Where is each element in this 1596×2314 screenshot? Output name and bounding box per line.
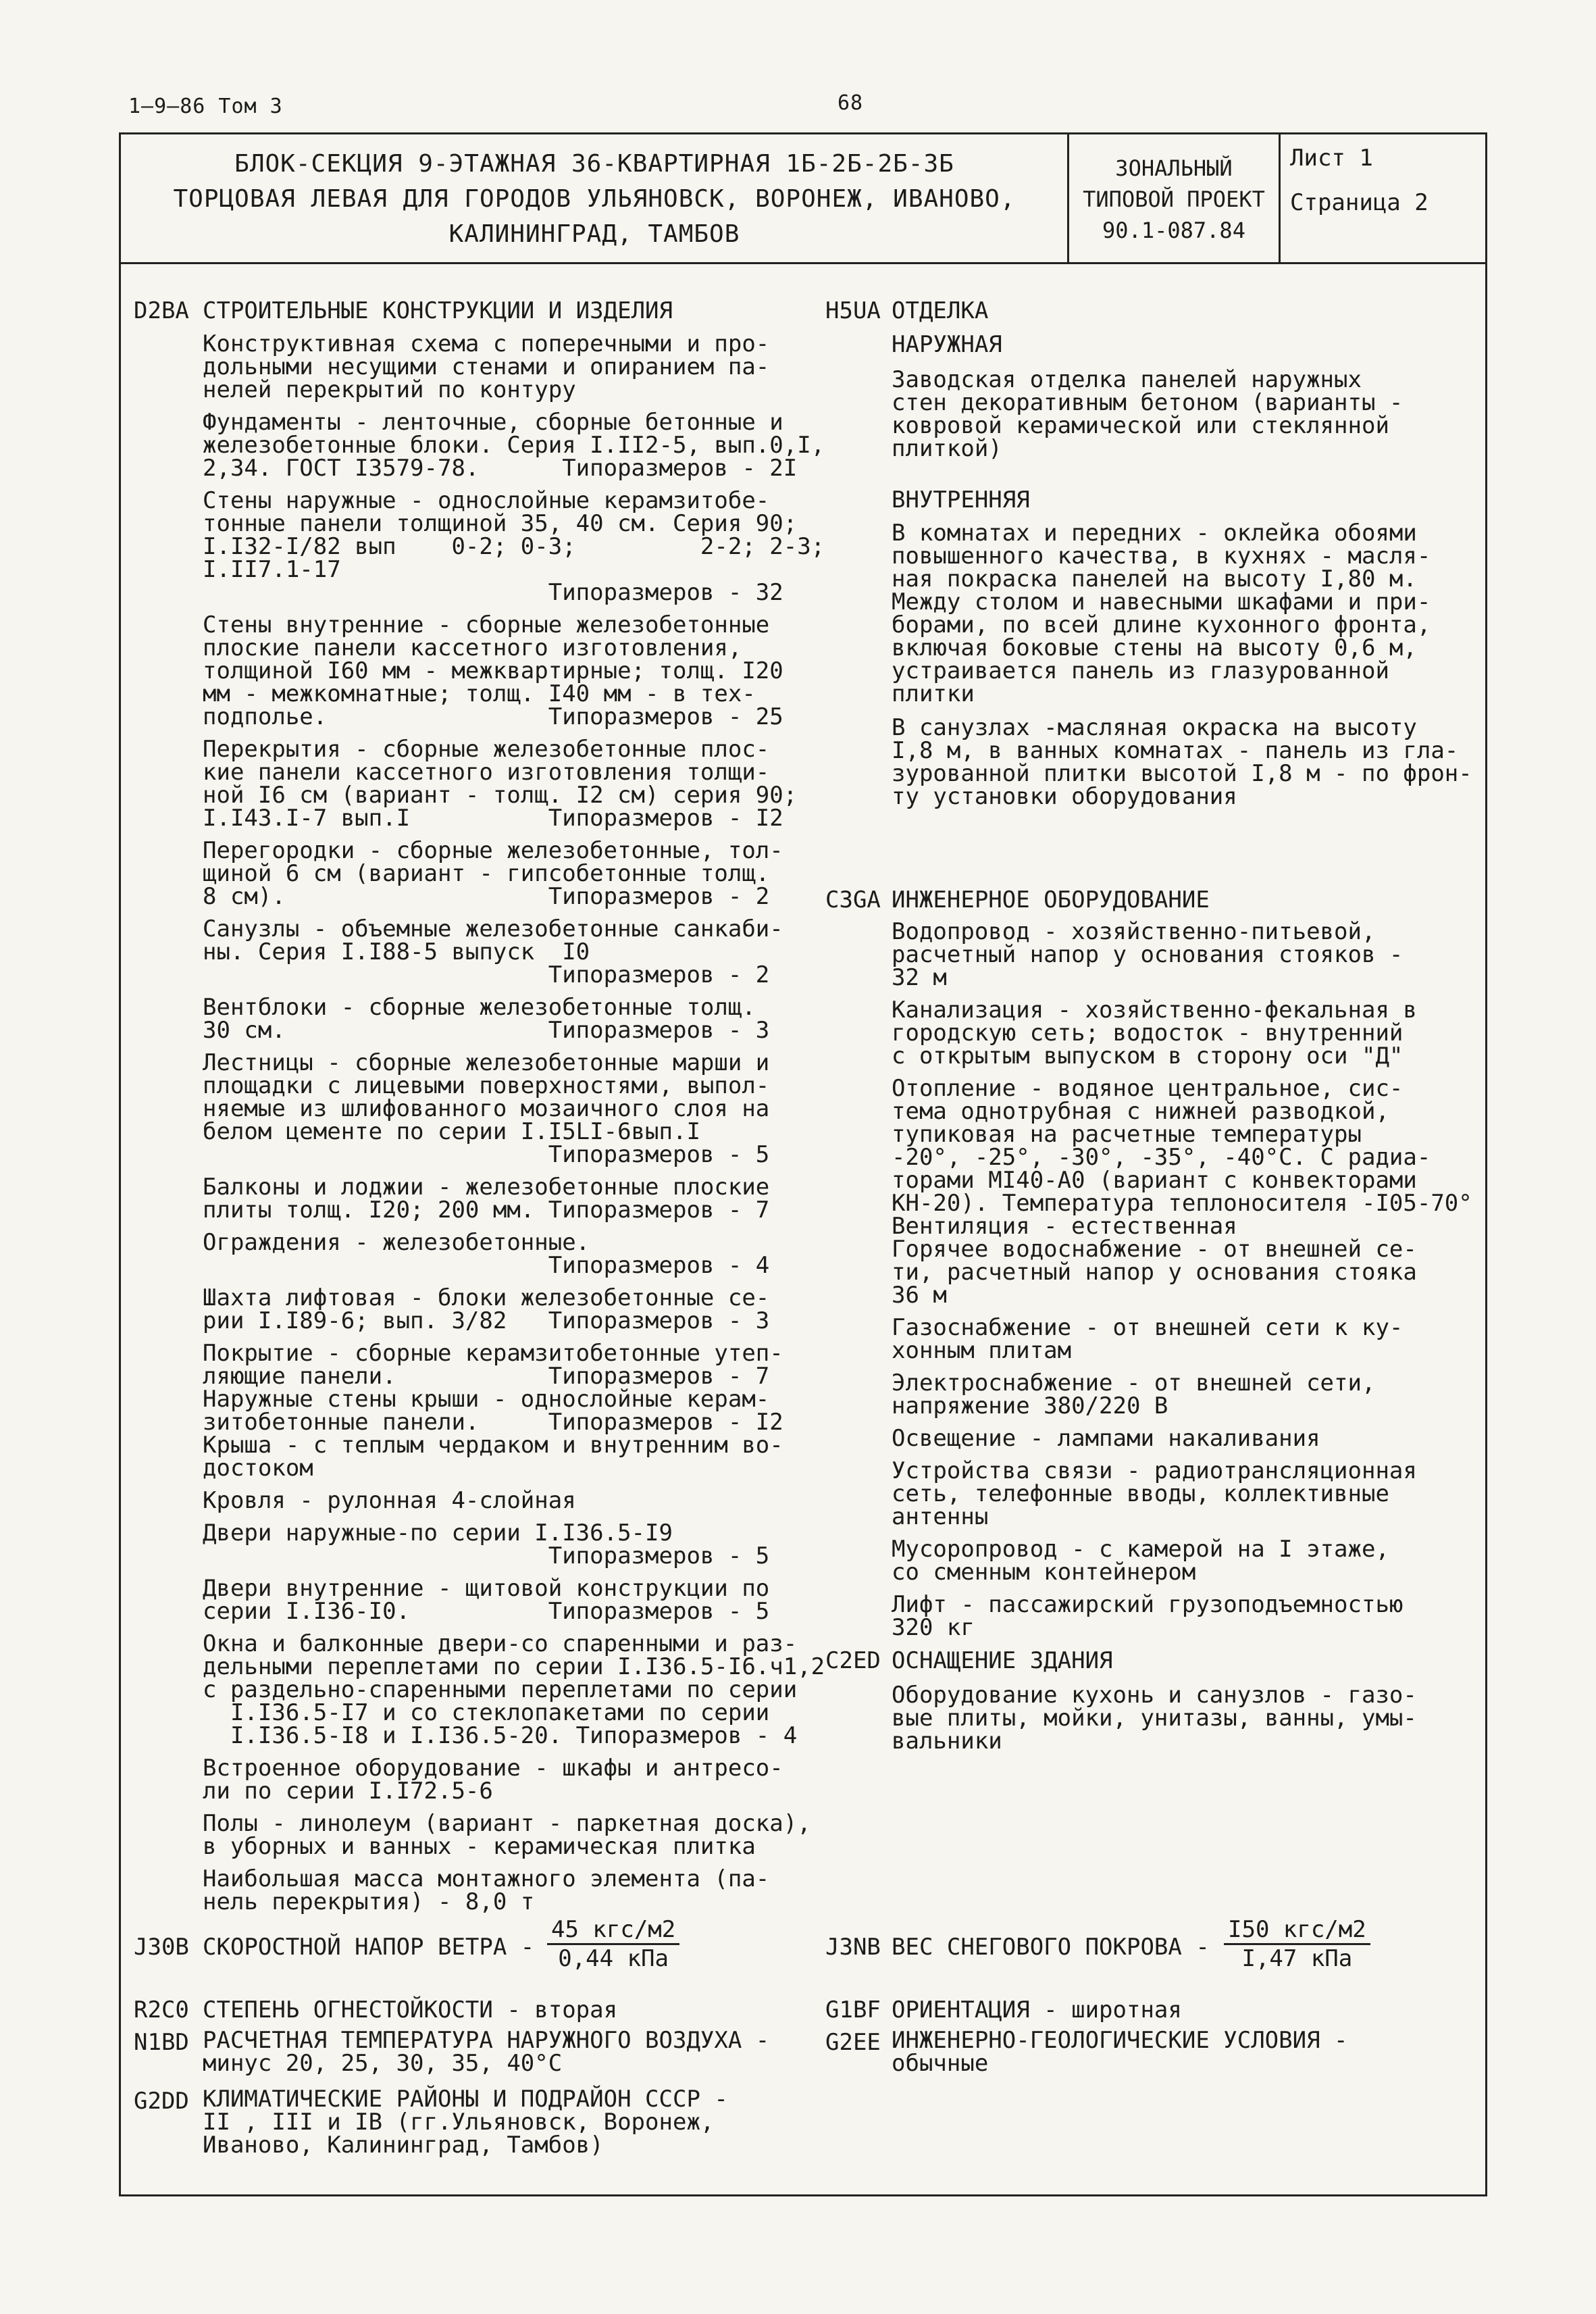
stamp-title <box>122 135 1067 263</box>
text-line: Канализация - хозяйственно-фекальная в <box>892 997 1417 1024</box>
climate-code: G2DD <box>134 2088 189 2115</box>
text-line: Заводская отделка панелей наружных <box>892 366 1362 393</box>
paragraph <box>203 332 824 401</box>
text-line: Электроснабжение - от внешней сети, <box>892 1369 1376 1397</box>
climate-regions <box>203 2088 728 2157</box>
text-line: сеть, телефонные вводы, коллективные <box>892 1480 1389 1507</box>
text-line: Горячее водоснабжение - от внешней се- <box>892 1236 1417 1263</box>
text-line: с раздельно-спаренными переплетами по серии <box>203 1676 798 1703</box>
finish-inner-text <box>892 522 1431 705</box>
text-line: городскую сеть; водосток - внутренний <box>892 1020 1404 1047</box>
text-line: в уборных и ванных - керамическая плитка <box>203 1833 756 1860</box>
text-line: антенны <box>892 1503 989 1530</box>
text-line: зурованной плитки высотой I,8 м - по фрон- <box>892 760 1472 787</box>
text-line: няемые из шлифованного мозаичного слоя на <box>203 1095 770 1122</box>
text-line: КН-20). Температура теплоносителя -I05-70° <box>892 1190 1472 1217</box>
text-line: -20°, -25°, -30°, -35°, -40°С. С радиа- <box>892 1144 1431 1171</box>
wind-value <box>547 1916 679 1972</box>
paragraph <box>203 1051 824 1166</box>
text-line: I.I36.5-I7 и со стеклопакетами по серии <box>203 1699 770 1726</box>
text-line: I.I43.I-7 вып.I Типоразмеров - I2 <box>203 805 783 832</box>
text-line: Типоразмеров - 32 <box>203 579 783 606</box>
paragraph <box>203 917 824 986</box>
climate-line: II , III и IВ (гг.Ульяновск, Воронеж, <box>203 2109 715 2136</box>
text-line: нелей перекрытий по контуру <box>203 376 576 403</box>
project-line-1: ЗОНАЛЬНЫЙ <box>1115 155 1233 181</box>
text-line: плитки <box>892 680 975 707</box>
paragraph <box>203 996 824 1042</box>
paragraph <box>203 1632 824 1747</box>
wind-value-kpa: 0,44 кПа <box>558 1945 669 1972</box>
text-line: ти, расчетный напор у основания стояка <box>892 1259 1417 1286</box>
paragraph <box>892 1077 1486 1307</box>
text-line: Вентиляция - естественная <box>892 1213 1237 1240</box>
text-line: стен декоративным бетоном (варианты - <box>892 389 1404 416</box>
text-line: Перегородки - сборные железобетонные, тол- <box>203 837 783 864</box>
orientation-code: G1BF <box>825 1996 881 2023</box>
paragraph <box>203 1489 824 1512</box>
text-line: Санузлы - объемные железобетонные санкаби- <box>203 915 783 942</box>
text-line: В комнатах и передних - оклейка обоями <box>892 520 1417 547</box>
structures-list <box>203 332 824 1923</box>
text-line: ковровой керамической или стеклянной <box>892 412 1389 439</box>
text-line: 320 кг <box>892 1614 975 1641</box>
text-line: ная покраска панелей на высоту I,80 м. <box>892 565 1417 593</box>
wind-code: J30B <box>134 1934 189 1961</box>
text-line: Шахта лифтовая - блоки железобетонные се- <box>203 1284 770 1311</box>
design-temperature <box>203 2029 769 2075</box>
paragraph <box>203 613 824 728</box>
wind-value-kgs: 45 кгс/м2 <box>547 1916 679 1945</box>
text-line: Типоразмеров - 2 <box>203 961 770 988</box>
text-line: ляющие панели. Типоразмеров - 7 <box>203 1363 770 1390</box>
text-line: ли по серии I.I72.5-6 <box>203 1778 493 1805</box>
outfit-text <box>892 1684 1417 1753</box>
fire-resistance: СТЕПЕНЬ ОГНЕСТОЙКОСТИ - вторая <box>203 1996 618 2023</box>
text-line: 30 см. Типоразмеров - 3 <box>203 1017 770 1044</box>
text-line: Конструктивная схема с поперечными и про- <box>203 330 770 357</box>
text-line: устраивается панель из глазурованной <box>892 657 1389 684</box>
text-line: Типоразмеров - 4 <box>203 1252 770 1279</box>
text-line: 36 м <box>892 1282 947 1309</box>
text-line: Фундаменты - ленточные, сборные бетонные и <box>203 409 783 436</box>
title-line-3: КАЛИНИНГРАД, ТАМБОВ <box>448 220 740 248</box>
section-code: D2BA <box>134 297 189 324</box>
project-line-3: 90.1-087.84 <box>1102 218 1245 243</box>
text-line: щиной 6 см (вариант - гипсобетонные толщ. <box>203 860 770 887</box>
text-line: Наружные стены крыши - однослойные керам- <box>203 1386 770 1413</box>
section-heading: ОСНАЩЕНИЕ ЗДАНИЯ <box>892 1647 1113 1674</box>
paragraph <box>892 1538 1486 1584</box>
text-line: серии I.I36-I0. Типоразмеров - 5 <box>203 1598 770 1625</box>
text-line: Ограждения - железобетонные. <box>203 1229 590 1256</box>
temperature-line: минус 20, 25, 30, 35, 40°С <box>203 2050 563 2077</box>
text-line: Водопровод - хозяйственно-питьевой, <box>892 918 1376 945</box>
text-line: Перекрытия - сборные железобетонные плос- <box>203 736 770 763</box>
text-line: торами МI40-А0 (вариант с конвекторами <box>892 1167 1417 1194</box>
text-line: плиткой) <box>892 435 1002 462</box>
text-line: Вентблоки - сборные железобетонные толщ. <box>203 994 756 1021</box>
text-line: мм - межкомнатные; толщ. I40 мм - в тех- <box>203 680 756 707</box>
paragraph <box>203 411 824 480</box>
paragraph <box>203 1176 824 1222</box>
snow-value <box>1224 1916 1370 1972</box>
temperature-line: РАСЧЕТНАЯ ТЕМПЕРАТУРА НАРУЖНОГО ВОЗДУХА - <box>203 2027 770 2054</box>
project-line-2: ТИПОВОЙ ПРОЕКТ <box>1083 186 1265 212</box>
geology-code: G2EE <box>825 2029 881 2056</box>
snow-code: J3NB <box>825 1934 881 1961</box>
text-line: Оборудование кухонь и санузлов - газо- <box>892 1682 1417 1709</box>
paragraph <box>892 1593 1486 1639</box>
paragraph <box>892 920 1486 989</box>
section-heading: ОТДЕЛКА <box>892 297 989 324</box>
text-line: Между столом и навесными шкафами и при- <box>892 588 1431 615</box>
text-line: ны. Серия I.I88-5 выпуск I0 <box>203 938 590 965</box>
section-heading: ИНЖЕНЕРНОЕ ОБОРУДОВАНИЕ <box>892 886 1210 913</box>
page-number: 68 <box>838 91 864 115</box>
paragraph <box>203 489 824 604</box>
text-line: Лестницы - сборные железобетонные марши и <box>203 1049 770 1076</box>
text-line: достоком <box>203 1455 313 1482</box>
text-line: тонные панели толщиной 35, 40 см. Серия 90; <box>203 510 798 537</box>
text-line: 2,34. ГОСТ I3579-78. Типоразмеров - 2I <box>203 455 798 482</box>
paragraph <box>203 1286 824 1332</box>
text-line: Кровля - рулонная 4-слойная <box>203 1487 576 1514</box>
text-line: Типоразмеров - 5 <box>203 1141 770 1168</box>
paragraph <box>203 738 824 830</box>
text-line: Наибольшая масса монтажного элемента (па- <box>203 1865 770 1892</box>
paragraph <box>203 1521 824 1567</box>
text-line: Двери внутренние - щитовой конструкции по <box>203 1575 770 1602</box>
wind-label: СКОРОСТНОЙ НАПОР ВЕТРА - <box>203 1934 535 1961</box>
text-line: нель перекрытия) - 8,0 т <box>203 1888 535 1915</box>
text-line: Мусоропровод - с камерой на I этаже, <box>892 1536 1389 1563</box>
geology-line: ИНЖЕНЕРНО-ГЕОЛОГИЧЕСКИЕ УСЛОВИЯ - <box>892 2027 1348 2054</box>
text-line: плиты толщ. I20; 200 мм. Типоразмеров - 7 <box>203 1197 770 1224</box>
paragraph <box>203 1342 824 1480</box>
text-line: плоские панели кассетного изготовления, <box>203 634 742 661</box>
text-line: I,8 м, в ванных комнатах - панель из гла- <box>892 737 1459 764</box>
text-line: Крыша - с теплым чердаком и внутренним во- <box>203 1432 783 1459</box>
document-reference: 1–9–86 Том 3 <box>128 95 283 118</box>
text-line: включая боковые стены на высоту 0,6 м, <box>892 634 1417 661</box>
text-line: В санузлах -масляная окраска на высоту <box>892 714 1417 741</box>
text-line: Стены наружные - однослойные керамзитобе- <box>203 487 770 514</box>
text-line: Освещение - лампами накаливания <box>892 1425 1320 1452</box>
section-code: C3GA <box>825 886 881 913</box>
text-line: Балконы и лоджии - железобетонные плоские <box>203 1174 770 1201</box>
geology-conditions <box>892 2029 1348 2075</box>
sheet-label: Лист 1 <box>1290 145 1373 172</box>
text-line: I.I36.5-I8 и I.I36.5-20. Типоразмеров - 4 <box>203 1722 798 1749</box>
finish-sanitary-text <box>892 716 1472 808</box>
text-line: Типоразмеров - 5 <box>203 1542 770 1569</box>
text-line: хонным плитам <box>892 1337 1072 1364</box>
paragraph <box>203 1231 824 1277</box>
text-line: Устройства связи - радиотрансляционная <box>892 1457 1417 1484</box>
snow-value-kgs: I50 кгс/м2 <box>1224 1916 1370 1945</box>
climate-line: Иваново, Калининград, Тамбов) <box>203 2132 604 2159</box>
text-line: Окна и балконные двери-со спаренными и раз- <box>203 1630 798 1657</box>
subheading-outer: НАРУЖНАЯ <box>892 331 1002 358</box>
text-line: со сменным контейнером <box>892 1559 1196 1586</box>
fire-code: R2C0 <box>134 1996 189 2023</box>
paragraph <box>892 1427 1486 1450</box>
section-heading: СТРОИТЕЛЬНЫЕ КОНСТРУКЦИИ И ИЗДЕЛИЯ <box>203 297 673 324</box>
text-line: дольными несущими стенами и опиранием па- <box>203 353 770 380</box>
climate-line: КЛИМАТИЧЕСКИЕ РАЙОНЫ И ПОДРАЙОН СССР - <box>203 2086 728 2113</box>
text-line: Полы - линолеум (вариант - паркетная доска), <box>203 1810 811 1837</box>
text-line: ту установки оборудования <box>892 783 1237 810</box>
paragraph <box>892 997 1486 1070</box>
snow-label: ВЕС СНЕГОВОГО ПОКРОВА - <box>892 1934 1210 1961</box>
text-line: белом цементе по серии I.I5LI-6вып.I <box>203 1118 700 1145</box>
text-line: расчетный напор у основания стояков - <box>892 941 1404 968</box>
text-line: подполье. Типоразмеров - 25 <box>203 703 783 730</box>
geology-line: обычные <box>892 2050 989 2077</box>
text-line: кие панели кассетного изготовления толщи- <box>203 759 770 786</box>
text-line: 8 см). Типоразмеров - 2 <box>203 883 770 910</box>
text-line: Покрытие - сборные керамзитобетонные утеп- <box>203 1340 783 1367</box>
equipment-list <box>892 920 1486 1649</box>
text-line: ной I6 см (вариант - толщ. I2 см) серия 90; <box>203 782 798 809</box>
text-line: вальники <box>892 1728 1002 1755</box>
title-line-1: БЛОК-СЕКЦИЯ 9-ЭТАЖНАЯ 36-КВАРТИРНАЯ 1Б-2Б-2Б-3Б <box>234 150 954 178</box>
paragraph <box>203 1577 824 1623</box>
section-code: C2ED <box>825 1647 881 1674</box>
orientation: ОРИЕНТАЦИЯ - широтная <box>892 1996 1182 2023</box>
text-line: с открытым выпуском в сторону оси "Д" <box>892 1042 1404 1070</box>
text-line: вые плиты, мойки, унитазы, ванны, умы- <box>892 1705 1417 1732</box>
text-line: повышенного качества, в кухнях - масля- <box>892 543 1431 570</box>
sheet-info <box>1281 135 1483 263</box>
subheading-inner: ВНУТРЕННЯЯ <box>892 486 1030 513</box>
paragraph <box>203 1867 824 1913</box>
text-line: рии I.I89-6; вып. 3/82 Типоразмеров - 3 <box>203 1307 770 1334</box>
text-line: Двери наружные-по серии I.I36.5-I9 <box>203 1519 673 1546</box>
text-line: напряжение 380/220 В <box>892 1392 1168 1419</box>
text-line: толщиной I60 мм - межквартирные; толщ. I20 <box>203 657 783 684</box>
paragraph <box>203 1757 824 1803</box>
temperature-code: N1BD <box>134 2029 189 2056</box>
text-line: Лифт - пассажирский грузоподъемностью <box>892 1591 1404 1618</box>
text-line: железобетонные блоки. Серия I.II2-5, вып.0,I, <box>203 432 825 459</box>
text-line: Отопление - водяное центральное, сис- <box>892 1075 1404 1102</box>
text-line: дельными переплетами по серии I.I36.5-I6.ч1,2 <box>203 1653 825 1680</box>
finish-outer-text <box>892 368 1403 460</box>
text-line: I.I32-I/82 вып 0-2; 0-3; 2-2; 2-3; <box>203 533 825 560</box>
text-line: Стены внутренние - сборные железобетонные <box>203 611 770 638</box>
snow-value-kpa: I,47 кПа <box>1241 1945 1353 1972</box>
text-line: площадки с лицевыми поверхностями, выпол- <box>203 1072 770 1099</box>
text-line: Встроенное оборудование - шкафы и антресо- <box>203 1755 783 1782</box>
text-line: тема однотрубная с нижней разводкой, <box>892 1098 1389 1125</box>
text-line: 32 м <box>892 964 947 991</box>
project-code <box>1069 135 1279 263</box>
paragraph <box>892 1316 1486 1362</box>
text-line: зитобетонные панели. Типоразмеров - I2 <box>203 1409 783 1436</box>
paragraph <box>203 839 824 908</box>
text-line: Газоснабжение - от внешней сети к ку- <box>892 1314 1404 1341</box>
paragraph <box>892 1459 1486 1528</box>
section-code: H5UA <box>825 297 881 324</box>
page-label: Страница 2 <box>1290 189 1428 216</box>
text-line: борами, по всей длине кухонного фронта, <box>892 611 1431 638</box>
paragraph <box>892 1369 1486 1419</box>
text-line: I.II7.1-17 <box>203 556 341 583</box>
text-line: тупиковая на расчетные температуры <box>892 1121 1362 1148</box>
title-line-2: ТОРЦОВАЯ ЛЕВАЯ ДЛЯ ГОРОДОВ УЛЬЯНОВСК, ВОРОНЕЖ, ИВАНОВО, <box>173 185 1016 213</box>
paragraph <box>203 1812 824 1858</box>
